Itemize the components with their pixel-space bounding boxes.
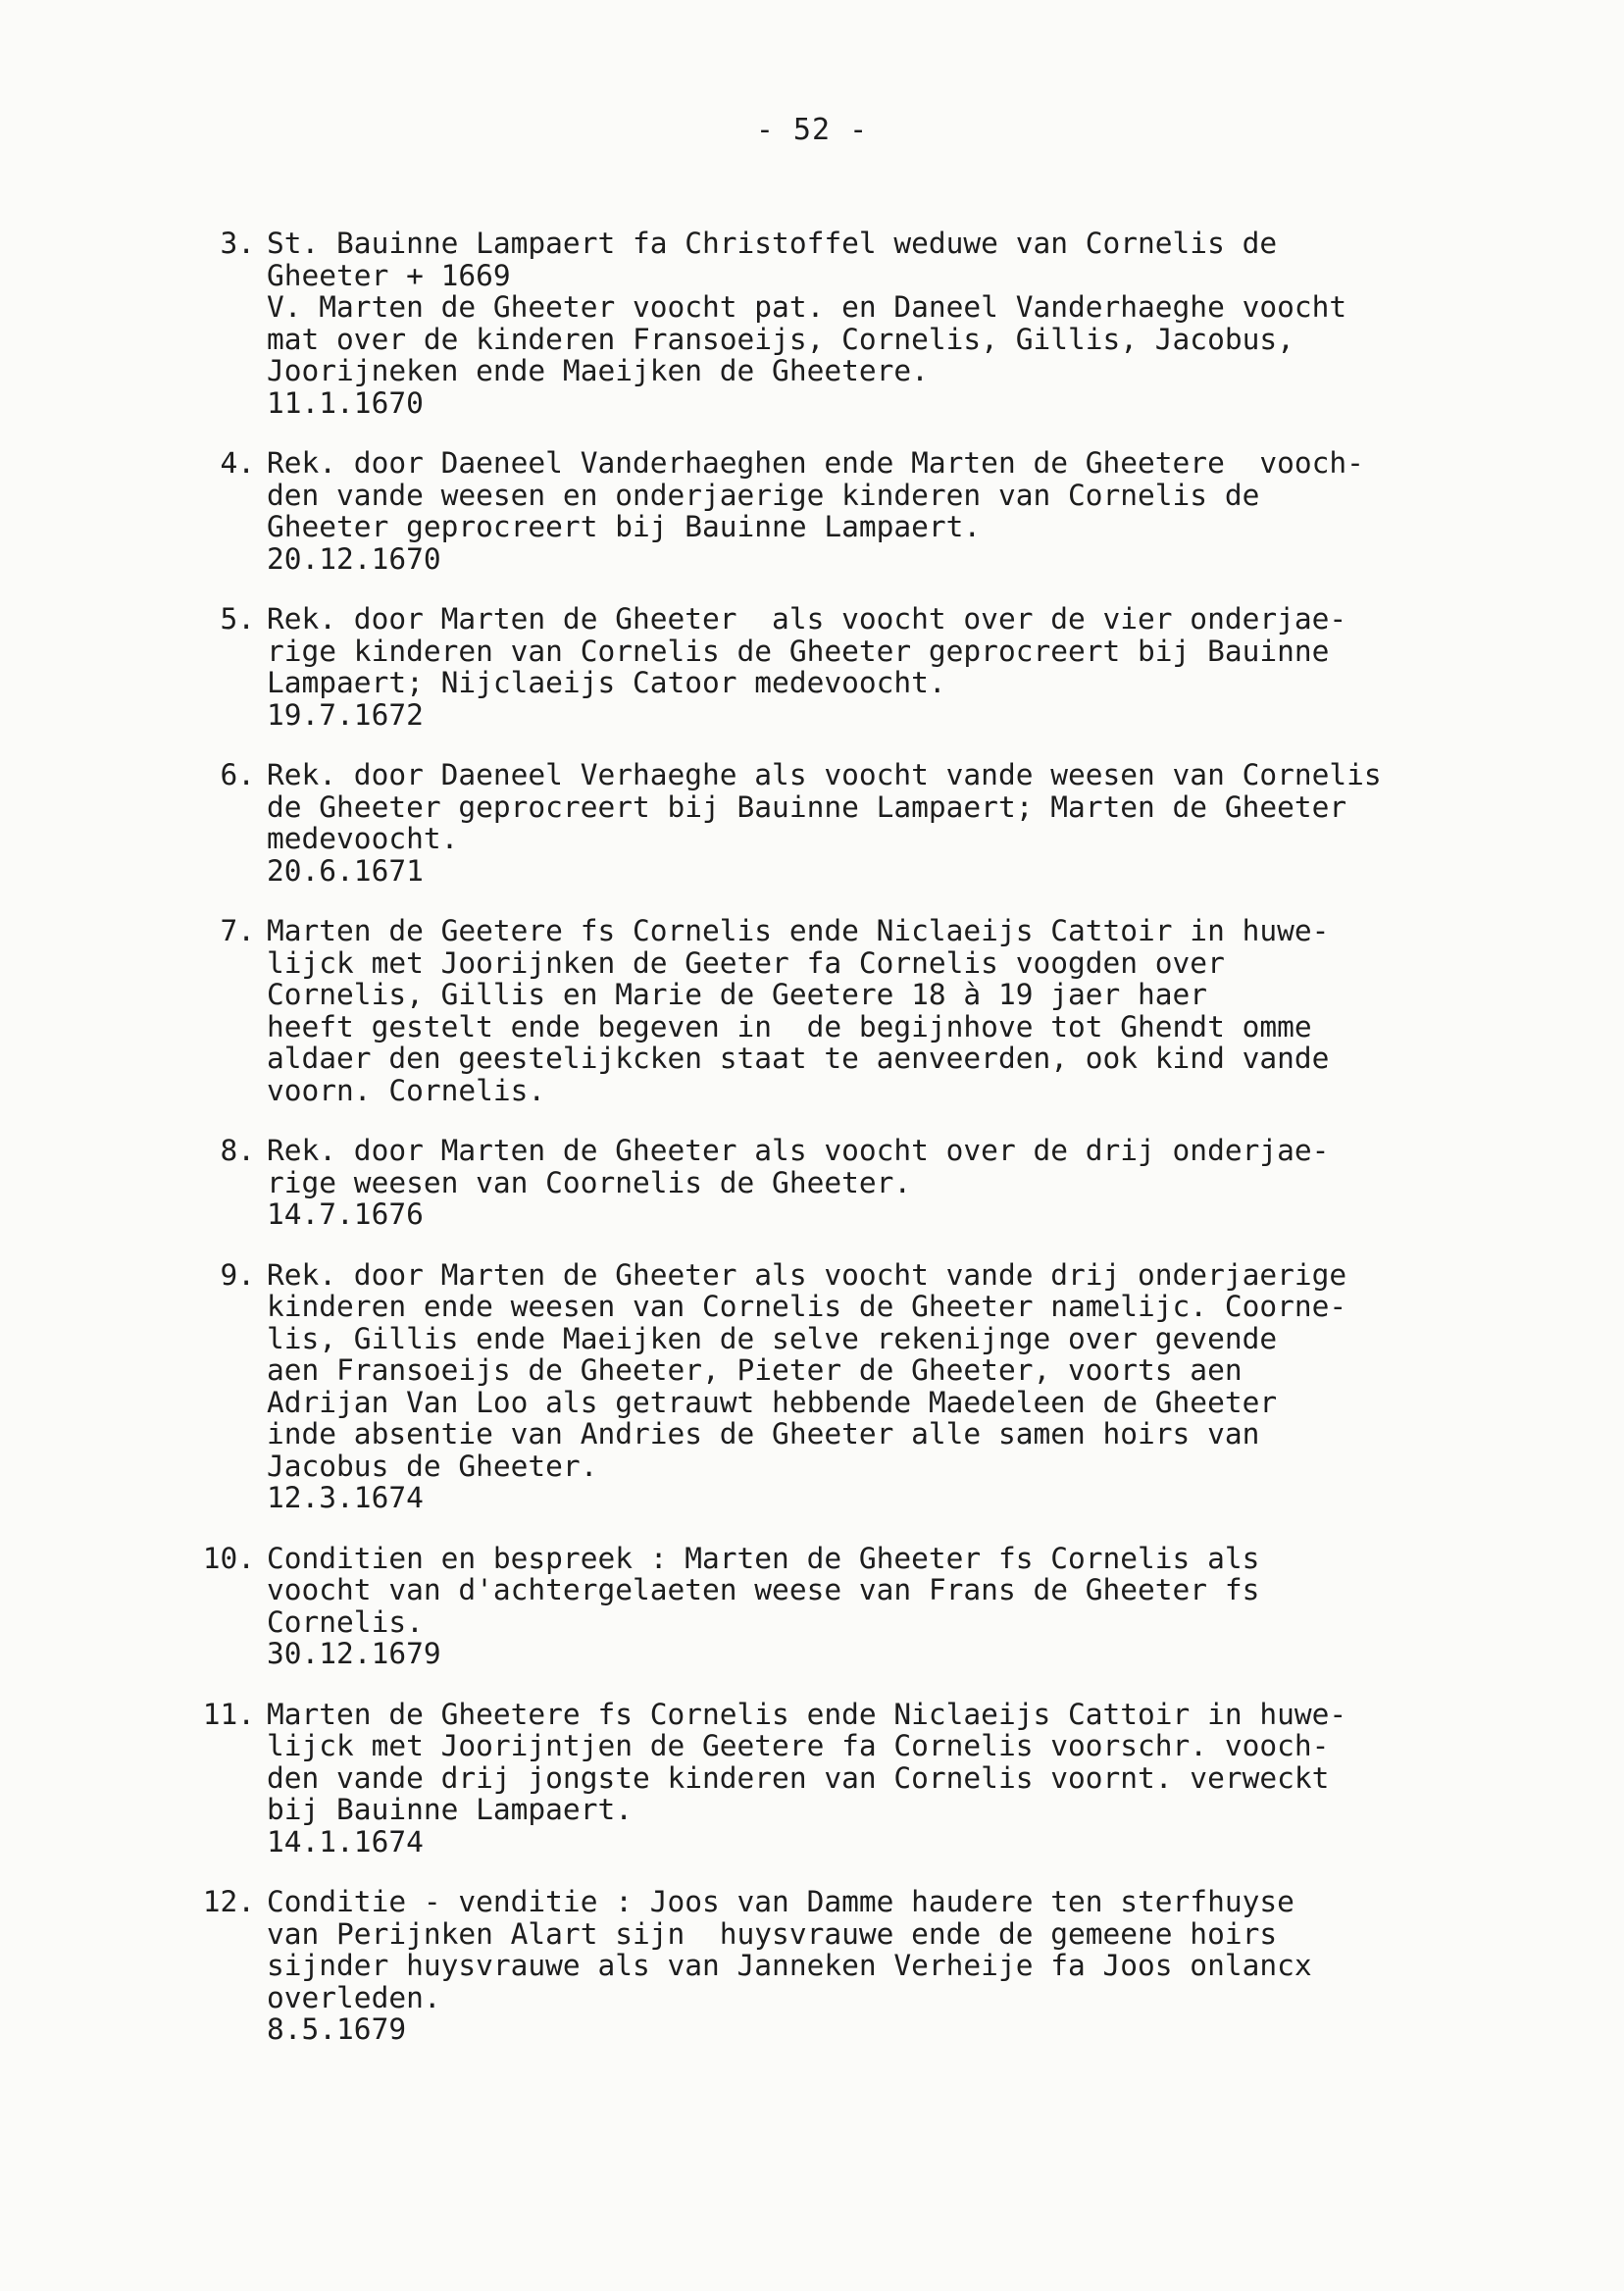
entry-date: 19.7.1672 [267, 697, 424, 732]
entry-10 [177, 1543, 1549, 1670]
entry-line: lijck met Joorijntjen de Geetere fa Cornelis voorschr. vooch- [267, 1729, 1330, 1762]
entry-date: 30.12.1679 [267, 1637, 441, 1670]
entry-number: 6. [220, 758, 255, 791]
entry-number: 11. [202, 1697, 255, 1731]
entry-line: aldaer den geestelijkcken staat te aenveerden, ook kind vande [267, 1042, 1330, 1075]
entry-date: 20.6.1671 [267, 853, 424, 888]
entry-number: 5. [220, 602, 255, 636]
entry-number: 4. [220, 446, 255, 480]
entry-number: 7. [220, 914, 255, 947]
entry-line: lis, Gillis ende Maeijken de selve rekenijnge over gevende [267, 1321, 1278, 1355]
entry-line: Conditien en bespreek : Marten de Gheeter fs Cornelis als [267, 1541, 1260, 1575]
entry-line: Cornelis. [267, 1604, 424, 1639]
entry-line: rige kinderen van Cornelis de Gheeter geprocreert bij Bauinne [267, 634, 1330, 668]
entry-line: Rek. door Marten de Gheeter als voocht vande drij onderjaerige [267, 1257, 1347, 1292]
entry-9 [177, 1259, 1549, 1514]
entry-date: 8.5.1679 [267, 2012, 407, 2046]
entry-8 [177, 1135, 1549, 1231]
entry-11 [177, 1699, 1549, 1858]
entry-number: 9. [220, 1257, 255, 1292]
entry-list [177, 228, 1549, 2074]
entry-line: St. Bauinne Lampaert fa Christoffel weduwe van Cornelis de [267, 227, 1278, 260]
entry-number: 12. [202, 1885, 255, 1918]
entry-line: overleden. [267, 1980, 441, 2014]
entry-line: de Gheeter geprocreert bij Bauinne Lampaert; Marten de Gheeter [267, 789, 1347, 824]
entry-date: 11.1.1670 [267, 385, 424, 420]
entry-number: 8. [220, 1134, 255, 1167]
entry-date: 20.12.1670 [267, 541, 441, 576]
entry-line: Gheeter geprocreert bij Bauinne Lampaert. [267, 510, 982, 543]
entry-number: 3. [220, 227, 255, 260]
entry-line: V. Marten de Gheeter voocht pat. en Daneel Vanderhaeghe voocht [267, 290, 1347, 324]
entry-4 [177, 447, 1549, 575]
entry-number: 10. [202, 1541, 255, 1575]
entry-line: voorn. Cornelis. [267, 1073, 546, 1107]
entry-line: den vande drij jongste kinderen van Cornelis voornt. verweckt [267, 1760, 1330, 1795]
entry-line: aen Fransoeijs de Gheeter, Pieter de Gheeter, voorts aen [267, 1353, 1243, 1387]
entry-line: Marten de Gheetere fs Cornelis ende Niclaeijs Cattoir in huwe- [267, 1697, 1347, 1731]
entry-line: Lampaert; Nijclaeijs Catoor medevoocht. [267, 666, 946, 699]
entry-line: kinderen ende weesen van Cornelis de Gheeter namelijc. Coorne- [267, 1290, 1347, 1323]
entry-line: mat over de kinderen Fransoeijs, Cornelis, Gillis, Jacobus, [267, 322, 1294, 356]
entry-3 [177, 228, 1549, 419]
entry-line: inde absentie van Andries de Gheeter alle samen hoirs van [267, 1417, 1260, 1451]
entry-line: bij Bauinne Lampaert. [267, 1793, 633, 1826]
entry-line: Gheeter + 1669 [267, 258, 511, 292]
entry-line: Conditie - venditie : Joos van Damme haudere ten sterfhuyse [267, 1885, 1294, 1918]
entry-line: medevoocht. [267, 822, 459, 855]
entry-date: 14.1.1674 [267, 1824, 424, 1858]
entry-line: Jacobus de Gheeter. [267, 1449, 598, 1483]
entry-line: Marten de Geetere fs Cornelis ende Niclaeijs Cattoir in huwe- [267, 914, 1330, 947]
entry-12 [177, 1886, 1549, 2046]
entry-line: Rek. door Daeneel Verhaeghe als voocht vande weesen van Cornelis [267, 758, 1382, 791]
entry-6 [177, 759, 1549, 887]
entry-line: Rek. door Marten de Gheeter als voocht over de vier onderjae- [267, 602, 1347, 636]
entry-line: sijnder huysvrauwe als van Janneken Verheije fa Joos onlancx [267, 1949, 1312, 1982]
entry-7 [177, 915, 1549, 1106]
page-number: - 52 - [755, 113, 869, 147]
entry-line: voocht van d'achtergelaeten weese van Frans de Gheeter fs [267, 1573, 1260, 1606]
entry-date: 12.3.1674 [267, 1481, 424, 1514]
entry-line: Rek. door Daeneel Vanderhaeghen ende Marten de Gheetere vooch- [267, 446, 1364, 480]
entry-line: van Perijnken Alart sijn huysvrauwe ende de gemeene hoirs [267, 1916, 1278, 1951]
entry-line: Adrijan Van Loo als getrauwt hebbende Maedeleen de Gheeter [267, 1385, 1278, 1419]
entry-line: Rek. door Marten de Gheeter als voocht over de drij onderjae- [267, 1134, 1330, 1167]
entry-date: 14.7.1676 [267, 1197, 424, 1231]
entry-line: heeft gestelt ende begeven in de begijnhove tot Ghendt omme [267, 1009, 1312, 1044]
entry-line: lijck met Joorijnken de Geeter fa Cornelis voogden over [267, 945, 1225, 980]
entry-line: rige weesen van Coornelis de Gheeter. [267, 1165, 912, 1199]
entry-5 [177, 603, 1549, 731]
entry-line: Joorijneken ende Maeijken de Gheetere. [267, 354, 929, 387]
entry-line: Cornelis, Gillis en Marie de Geetere 18 à 19 jaer haer [267, 978, 1208, 1011]
entry-line: den vande weesen en onderjaerige kinderen van Cornelis de [267, 478, 1260, 512]
